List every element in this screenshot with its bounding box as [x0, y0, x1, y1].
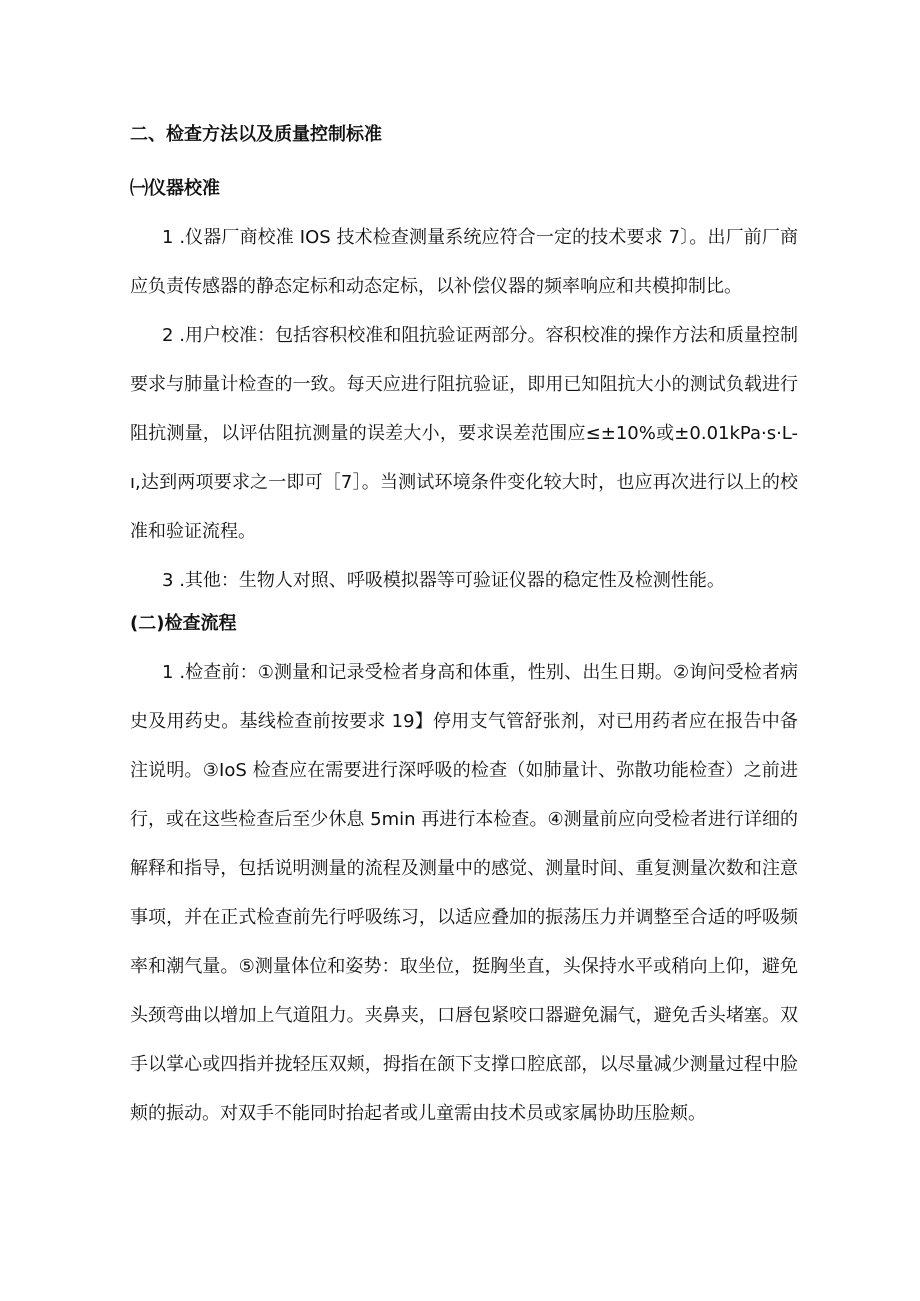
subsection-title-instrument-calibration: ㈠仪器校准: [130, 178, 220, 199]
item-number: 1: [162, 227, 174, 248]
item-text: .仪器厂商校准 IOS 技术检查测量系统应符合一定的技术要求 7〕。出厂前厂商应负责传感器的静态定标和动态定标，以补偿仪器的频率响应和共模抑制比。: [130, 227, 798, 297]
item-number: 3: [162, 570, 174, 591]
item-number: 2: [162, 325, 174, 346]
paragraph-other-verification: [130, 556, 798, 605]
section-title: 二、检查方法以及质量控制标准: [130, 124, 382, 145]
paragraph-pre-exam: [130, 648, 798, 1138]
paragraph-user-calibration: [130, 311, 798, 556]
subsection-title-exam-procedure: (二)检查流程: [130, 613, 237, 634]
item-text: .检查前：①测量和记录受检者身高和体重，性别、出生日期。②询问受检者病史及用药史。基线检查前按要求 19】停用支气管舒张剂，对已用药者应在报告中备注说明。③IoS 检查应在需要进行深呼吸的检查（如肺量计、弥散功能检查）之前进行，或在这些检查后至少休息 5min 再进行本检查。④测量前应向受检者进行详细的解释和指导，包括说明测量的流程及测量中的感觉、测量时间、重复测量次数和注意事项，并在正式检查前先行呼吸练习，以适应叠加的振荡压力并调整至合适的呼吸频率和潮气量。⑤测量体位和姿势：取坐位，挺胸坐直，头保持水平或稍向上仰，避免头颈弯曲以增加上气道阻力。夹鼻夹，口唇包紧咬口器避免漏气，避免舌头堵塞。双手以掌心或四指并拢轻压双颊，拇指在颌下支撑口腔底部，以尽量减少测量过程中脸颊的振动。对双手不能同时抬起者或儿童需由技术员或家属协助压脸颊。: [130, 662, 798, 1124]
item-text: .其他：生物人对照、呼吸模拟器等可验证仪器的稳定性及检测性能。: [179, 570, 725, 591]
item-number: 1: [162, 662, 174, 683]
item-text: .用户校准：包括容积校准和阻抗验证两部分。容积校准的操作方法和质量控制要求与肺量计检查的一致。每天应进行阻抗验证，即用已知阻抗大小的测试负载进行阻抗测量，以评估阻抗测量的误差大小，要求误差范围应≤±10%或±0.01kPa·s·L-ı,达到两项要求之一即可［7］。当测试环境条件变化较大时，也应再次进行以上的校准和验证流程。: [130, 325, 798, 542]
paragraph-manufacturer-calibration: [130, 213, 798, 311]
